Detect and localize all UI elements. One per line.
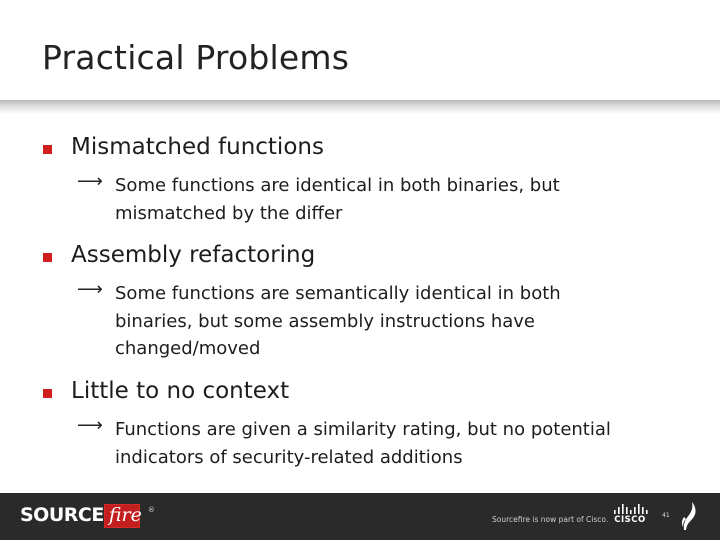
cisco-logo bbox=[611, 501, 649, 531]
slide-title: Practical Problems bbox=[42, 38, 350, 77]
bullet-square-icon bbox=[43, 389, 52, 398]
sub-bullet-line: Functions are given a similarity rating, but no potential bbox=[115, 419, 611, 440]
sub-bullet-text bbox=[115, 172, 560, 227]
bullet-square-icon bbox=[43, 145, 52, 154]
bullet-text: Little to no context bbox=[71, 378, 290, 404]
slide-footer bbox=[0, 493, 720, 540]
cisco-bridge-icon bbox=[611, 502, 649, 516]
title-divider bbox=[0, 100, 720, 114]
sub-bullet-text bbox=[115, 280, 561, 363]
sub-bullet-line: binaries, but some assembly instructions have bbox=[115, 310, 535, 332]
registered-mark: ® bbox=[147, 506, 155, 514]
sub-bullet-line: mismatched by the differ bbox=[115, 202, 343, 224]
sub-bullet-text bbox=[115, 416, 611, 471]
sub-bullet-line: indicators of security-related additions bbox=[115, 446, 463, 468]
arrow-icon: ⟶ bbox=[77, 171, 103, 192]
sub-bullet-line: changed/moved bbox=[115, 338, 261, 359]
page-number: 41 bbox=[662, 512, 670, 519]
footer-tagline: Sourcefire is now part of Cisco. bbox=[492, 515, 609, 524]
flame-icon bbox=[678, 501, 700, 531]
logo-fire-text: fire bbox=[108, 504, 142, 526]
sub-bullet-line: Some functions are semantically identical in both bbox=[115, 283, 561, 304]
bullet-text: Mismatched functions bbox=[71, 134, 324, 160]
arrow-icon: ⟶ bbox=[77, 415, 103, 436]
sourcefire-logo bbox=[20, 503, 155, 527]
sub-bullet-line: Some functions are identical in both binaries, but bbox=[115, 175, 560, 196]
bullet-square-icon bbox=[43, 253, 52, 262]
bullet-text: Assembly refactoring bbox=[71, 242, 316, 268]
logo-fire-mark bbox=[106, 503, 145, 527]
cisco-wordmark: CISCO bbox=[614, 515, 646, 525]
logo-source-text: SOURCE bbox=[20, 504, 104, 526]
arrow-icon: ⟶ bbox=[77, 279, 103, 300]
